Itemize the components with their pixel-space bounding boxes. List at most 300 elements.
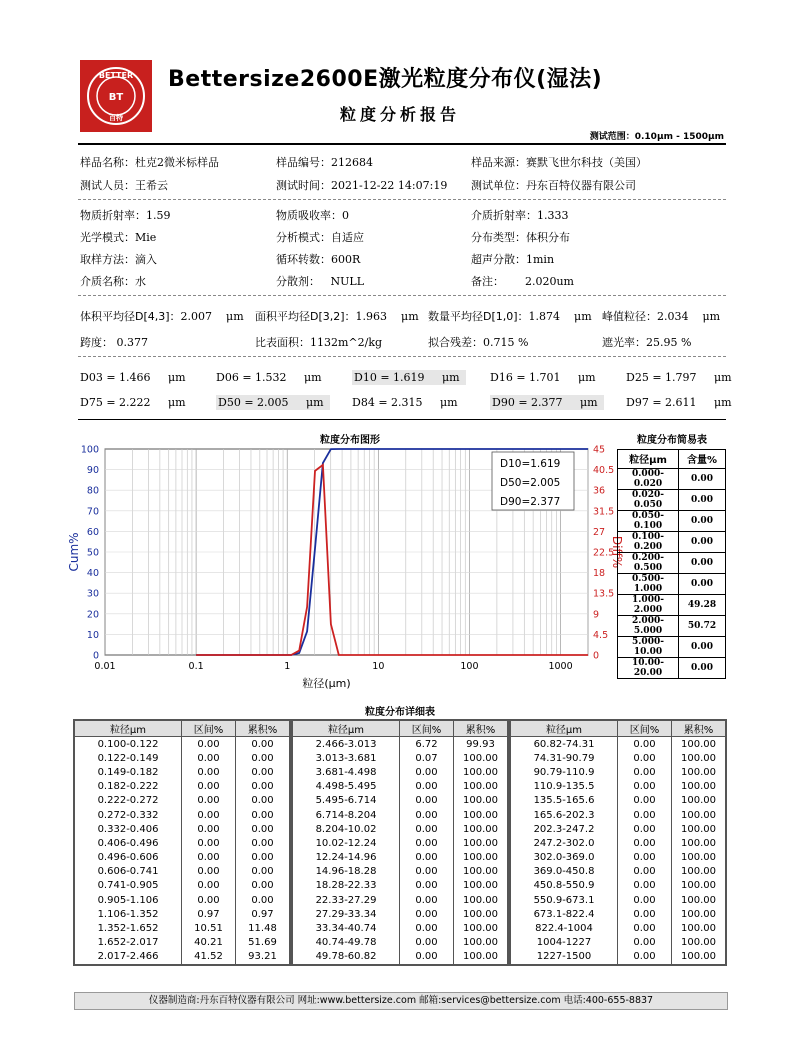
detail-cell: 0.122-0.149 <box>75 751 182 765</box>
test-unit-field: 测试单位：丹东百特仪器有限公司 <box>471 179 636 192</box>
simple-row <box>618 657 726 678</box>
detail-row <box>75 879 290 893</box>
detail-cell: 0.00 <box>618 780 672 794</box>
detail-row <box>293 822 508 836</box>
x-tick-label: 0.01 <box>94 661 116 672</box>
detail-cell: 0.00 <box>400 936 454 950</box>
detail-cell: 0.00 <box>400 921 454 935</box>
detail-cell: 100.00 <box>454 808 508 822</box>
d43-field: 体积平均径D[4,3]：2.007 μm <box>80 310 244 323</box>
right-tick-label: 18 <box>593 568 606 580</box>
detail-row <box>75 921 290 935</box>
simple-cell-content: 0.00 <box>679 573 726 594</box>
simple-cell-size: 1.000-2.000 <box>618 594 679 615</box>
detail-row <box>511 808 726 822</box>
pump-speed-field: 循环转数：600R <box>276 253 361 266</box>
detail-row <box>75 794 290 808</box>
detail-row <box>75 780 290 794</box>
detail-row <box>511 822 726 836</box>
detail-row <box>511 950 726 965</box>
detail-cell: 0.97 <box>236 907 290 921</box>
right-tick-label: 4.5 <box>593 629 609 641</box>
detail-row <box>75 751 290 765</box>
detail-cell: 0.00 <box>618 865 672 879</box>
detail-cell: 0.149-0.182 <box>75 765 182 779</box>
simple-cell-size: 10.00-20.00 <box>618 657 679 678</box>
divider <box>78 356 726 357</box>
specific-surface-field: 比表面积：1132m^2/kg <box>255 336 383 349</box>
detail-row <box>75 936 290 950</box>
detail-cell: 0.07 <box>400 751 454 765</box>
detail-cell: 0.00 <box>618 836 672 850</box>
detail-header: 粒径μm <box>75 721 182 737</box>
detail-cell: 10.51 <box>182 921 236 935</box>
d97-value: D97 = 2.611 μm <box>626 396 732 409</box>
detail-cell: 100.00 <box>454 879 508 893</box>
simple-row <box>618 468 726 489</box>
d10-value: D10 = 1.619 μm <box>352 371 466 384</box>
detail-cell: 673.1-822.4 <box>511 907 618 921</box>
divider <box>78 143 726 145</box>
detail-cell: 100.00 <box>672 907 726 921</box>
detail-cell: 0.00 <box>400 808 454 822</box>
detail-cell: 1.652-2.017 <box>75 936 182 950</box>
right-axis-label: Diff% <box>610 535 624 569</box>
detail-cell: 100.00 <box>672 851 726 865</box>
detail-row <box>293 879 508 893</box>
detail-cell: 0.00 <box>400 851 454 865</box>
detail-cell: 0.00 <box>182 794 236 808</box>
simple-cell-content: 0.00 <box>679 657 726 678</box>
report-subtitle: 粒度分析报告 <box>339 105 460 124</box>
detail-row <box>293 808 508 822</box>
simple-cell-size: 2.000-5.000 <box>618 615 679 636</box>
right-tick-label: 27 <box>593 526 606 538</box>
detail-cell: 100.00 <box>454 893 508 907</box>
note-field: 备注： 2.020um <box>471 275 574 288</box>
simple-cell-size: 0.050-0.100 <box>618 510 679 531</box>
detail-row <box>293 765 508 779</box>
x-axis-label: 粒径(μm) <box>302 677 351 690</box>
detail-cell: 40.74-49.78 <box>293 936 400 950</box>
detail-row <box>511 907 726 921</box>
detail-cell: 0.00 <box>236 808 290 822</box>
detail-header: 粒径μm <box>293 721 400 737</box>
detail-cell: 100.00 <box>672 950 726 965</box>
detail-cell: 100.00 <box>454 907 508 921</box>
detail-table-block <box>510 720 726 965</box>
detail-row <box>75 808 290 822</box>
left-tick-label: 30 <box>86 588 99 600</box>
x-tick-label: 100 <box>460 661 479 672</box>
detail-cell: 3.013-3.681 <box>293 751 400 765</box>
detail-cell: 0.182-0.222 <box>75 780 182 794</box>
distribution-chart <box>60 440 624 698</box>
divider <box>78 419 726 420</box>
detail-cell: 5.495-6.714 <box>293 794 400 808</box>
detail-cell: 6.714-8.204 <box>293 808 400 822</box>
detail-cell: 0.00 <box>400 950 454 965</box>
detail-cell: 14.96-18.28 <box>293 865 400 879</box>
detail-cell: 247.2-302.0 <box>511 836 618 850</box>
right-tick-label: 31.5 <box>593 506 615 518</box>
detail-row <box>293 794 508 808</box>
detail-header: 区间% <box>618 721 672 737</box>
detail-cell: 4.498-5.495 <box>293 780 400 794</box>
detail-cell: 0.00 <box>182 780 236 794</box>
detail-row <box>293 780 508 794</box>
detail-cell: 0.00 <box>236 822 290 836</box>
optical-mode-field: 光学模式：Mie <box>80 231 157 244</box>
detail-row <box>293 893 508 907</box>
simple-row <box>618 531 726 552</box>
detail-row <box>293 851 508 865</box>
detail-table-block <box>74 720 290 965</box>
detail-cell: 0.00 <box>236 879 290 893</box>
legend-entry: D90=2.377 <box>500 496 561 508</box>
detail-cell: 33.34-40.74 <box>293 921 400 935</box>
simple-cell-content: 49.28 <box>679 594 726 615</box>
detail-cell: 100.00 <box>672 936 726 950</box>
simple-row <box>618 510 726 531</box>
divider <box>78 295 726 296</box>
detail-header: 累积% <box>454 721 508 737</box>
dispersant-field: 分散剂： NULL <box>276 275 365 288</box>
detail-row <box>75 893 290 907</box>
detail-row <box>293 836 508 850</box>
detail-cell: 0.00 <box>182 808 236 822</box>
test-time-field: 测试时间：2021-12-22 14:07:19 <box>276 179 448 192</box>
simple-table <box>617 449 726 679</box>
detail-cell: 60.82-74.31 <box>511 737 618 752</box>
svg-text:百特: 百特 <box>109 114 123 122</box>
detail-row <box>511 879 726 893</box>
detail-cell: 0.00 <box>400 780 454 794</box>
simple-header-size: 粒径μm <box>618 450 679 469</box>
distribution-type-field: 分布类型：体积分布 <box>471 231 570 244</box>
detail-row <box>75 765 290 779</box>
detail-header: 区间% <box>182 721 236 737</box>
detail-table-block <box>292 720 508 965</box>
detail-cell: 100.00 <box>454 822 508 836</box>
right-tick-label: 45 <box>593 444 606 456</box>
detail-cell: 0.00 <box>236 865 290 879</box>
detail-cell: 0.905-1.106 <box>75 893 182 907</box>
detail-cell: 0.00 <box>400 907 454 921</box>
detail-cell: 0.00 <box>236 893 290 907</box>
detail-cell: 100.00 <box>454 765 508 779</box>
d03-value: D03 = 1.466 μm <box>80 371 186 384</box>
detail-cell: 100.00 <box>672 751 726 765</box>
detail-cell: 0.00 <box>182 893 236 907</box>
medium-name-field: 介质名称：水 <box>80 275 146 288</box>
detail-cell: 0.00 <box>618 851 672 865</box>
detail-cell: 110.9-135.5 <box>511 780 618 794</box>
detail-cell: 100.00 <box>454 950 508 965</box>
detail-cell: 822.4-1004 <box>511 921 618 935</box>
simple-row <box>618 594 726 615</box>
detail-cell: 0.00 <box>400 765 454 779</box>
simple-cell-size: 0.000-0.020 <box>618 468 679 489</box>
right-tick-label: 13.5 <box>593 588 615 600</box>
detail-cell: 100.00 <box>672 921 726 935</box>
detail-cell: 90.79-110.9 <box>511 765 618 779</box>
detail-cell: 100.00 <box>454 751 508 765</box>
detail-row <box>75 851 290 865</box>
detail-row <box>511 794 726 808</box>
detail-header: 区间% <box>400 721 454 737</box>
detail-row <box>511 865 726 879</box>
detail-row <box>293 737 508 752</box>
detail-row <box>293 751 508 765</box>
detail-row <box>293 921 508 935</box>
sample-name-field: 样品名称：杜克2微米标样品 <box>80 156 219 169</box>
chart-title: 粒度分布图形 <box>320 435 380 446</box>
right-tick-label: 36 <box>593 485 606 497</box>
detail-cell: 0.332-0.406 <box>75 822 182 836</box>
simple-cell-content: 0.00 <box>679 510 726 531</box>
detail-cell: 0.272-0.332 <box>75 808 182 822</box>
left-tick-label: 80 <box>86 485 99 497</box>
detail-cell: 99.93 <box>454 737 508 752</box>
detail-cell: 0.741-0.905 <box>75 879 182 893</box>
detail-cell: 0.00 <box>618 794 672 808</box>
detail-cell: 0.00 <box>400 865 454 879</box>
detail-cell: 22.33-27.29 <box>293 893 400 907</box>
detail-cell: 0.00 <box>182 765 236 779</box>
detail-cell: 40.21 <box>182 936 236 950</box>
divider <box>78 199 726 200</box>
detail-cell: 0.97 <box>182 907 236 921</box>
detail-cell: 1227-1500 <box>511 950 618 965</box>
detail-cell: 0.496-0.606 <box>75 851 182 865</box>
x-tick-label: 0.1 <box>188 661 204 672</box>
detail-cell: 6.72 <box>400 737 454 752</box>
absorption-field: 物质吸收率：0 <box>276 209 349 222</box>
ultrasonic-field: 超声分散：1min <box>471 253 555 266</box>
simple-cell-size: 5.000-10.00 <box>618 636 679 657</box>
detail-cell: 0.606-0.741 <box>75 865 182 879</box>
detail-header: 粒径μm <box>511 721 618 737</box>
right-tick-label: 9 <box>593 609 600 621</box>
detail-cell: 0.00 <box>236 794 290 808</box>
d84-value: D84 = 2.315 μm <box>352 396 458 409</box>
detail-cell: 0.100-0.122 <box>75 737 182 752</box>
detail-row <box>511 936 726 950</box>
detail-cell: 0.406-0.496 <box>75 836 182 850</box>
detail-cell: 10.02-12.24 <box>293 836 400 850</box>
detail-row <box>511 780 726 794</box>
detail-cell: 0.00 <box>400 794 454 808</box>
detail-cell: 0.00 <box>618 751 672 765</box>
detail-cell: 49.78-60.82 <box>293 950 400 965</box>
detail-row <box>511 765 726 779</box>
detail-row <box>293 907 508 921</box>
detail-cell: 135.5-165.6 <box>511 794 618 808</box>
detail-row <box>511 851 726 865</box>
detail-cell: 100.00 <box>672 780 726 794</box>
detail-cell: 11.48 <box>236 921 290 935</box>
detail-cell: 100.00 <box>672 822 726 836</box>
simple-row <box>618 573 726 594</box>
simple-cell-size: 0.100-0.200 <box>618 531 679 552</box>
x-tick-label: 1000 <box>548 661 573 672</box>
simple-cell-content: 0.00 <box>679 636 726 657</box>
detail-cell: 0.00 <box>618 765 672 779</box>
detail-cell: 450.8-550.9 <box>511 879 618 893</box>
detail-row <box>75 907 290 921</box>
simple-cell-content: 0.00 <box>679 468 726 489</box>
detail-cell: 165.6-202.3 <box>511 808 618 822</box>
sampling-method-field: 取样方法：滴入 <box>80 253 157 266</box>
detail-cell: 0.00 <box>182 751 236 765</box>
detail-cell: 0.00 <box>182 851 236 865</box>
detail-cell: 0.00 <box>236 765 290 779</box>
detail-cell: 550.9-673.1 <box>511 893 618 907</box>
logo-text: BETTER <box>98 71 134 80</box>
simple-cell-size: 0.200-0.500 <box>618 552 679 573</box>
simple-cell-content: 0.00 <box>679 552 726 573</box>
medium-ri-field: 介质折射率：1.333 <box>471 209 569 222</box>
detail-cell: 18.28-22.33 <box>293 879 400 893</box>
logo-inner: BT <box>108 92 124 103</box>
legend-entry: D10=1.619 <box>500 458 561 470</box>
left-tick-label: 50 <box>86 547 99 559</box>
detail-cell: 100.00 <box>454 865 508 879</box>
refractive-index-field: 物质折射率：1.59 <box>80 209 171 222</box>
detail-row <box>75 836 290 850</box>
d75-value: D75 = 2.222 μm <box>80 396 186 409</box>
detail-cell: 0.00 <box>182 836 236 850</box>
d06-value: D06 = 1.532 μm <box>216 371 322 384</box>
detail-header: 累积% <box>672 721 726 737</box>
detail-cell: 8.204-10.02 <box>293 822 400 836</box>
d16-value: D16 = 1.701 μm <box>490 371 596 384</box>
detail-cell: 369.0-450.8 <box>511 865 618 879</box>
left-tick-label: 60 <box>86 526 99 538</box>
left-tick-label: 20 <box>86 609 99 621</box>
detail-cell: 100.00 <box>672 794 726 808</box>
simple-row <box>618 615 726 636</box>
detail-cell: 3.681-4.498 <box>293 765 400 779</box>
obscuration-field: 遮光率：25.95 % <box>602 336 692 349</box>
detail-cell: 0.00 <box>618 822 672 836</box>
legend-entry: D50=2.005 <box>500 477 561 489</box>
sample-source-field: 样品来源：赛默飞世尔科技（美国） <box>471 156 647 169</box>
detail-cell: 1.352-1.652 <box>75 921 182 935</box>
detail-cell: 0.00 <box>182 865 236 879</box>
detail-row <box>293 936 508 950</box>
detail-cell: 0.00 <box>618 936 672 950</box>
left-axis-label: Cum% <box>67 532 81 572</box>
test-range: 测试范围：0.10μm - 1500μm <box>589 132 724 142</box>
detail-header: 累积% <box>236 721 290 737</box>
fit-residual-field: 拟合残差：0.715 % <box>428 336 529 349</box>
detail-cell: 0.00 <box>618 907 672 921</box>
detail-cell: 100.00 <box>454 851 508 865</box>
detail-row <box>511 737 726 752</box>
detail-cell: 93.21 <box>236 950 290 965</box>
detail-table-title: 粒度分布详细表 <box>365 707 435 718</box>
simple-row <box>618 552 726 573</box>
detail-cell: 100.00 <box>672 836 726 850</box>
report-title: Bettersize2600E激光粒度分布仪(湿法) <box>168 67 603 92</box>
detail-row <box>511 836 726 850</box>
simple-row <box>618 489 726 510</box>
detail-cell: 0.00 <box>618 893 672 907</box>
detail-cell: 0.222-0.272 <box>75 794 182 808</box>
x-tick-label: 10 <box>372 661 385 672</box>
right-tick-label: 22.5 <box>593 547 615 559</box>
d10-number-field: 数量平均径D[1,0]：1.874 μm <box>428 310 592 323</box>
detail-row <box>75 865 290 879</box>
detail-row <box>511 751 726 765</box>
detail-cell: 0.00 <box>182 822 236 836</box>
simple-header-content: 含量% <box>679 450 726 469</box>
detail-row <box>75 950 290 965</box>
d25-value: D25 = 1.797 μm <box>626 371 732 384</box>
detail-cell: 302.0-369.0 <box>511 851 618 865</box>
detail-cell: 0.00 <box>618 737 672 752</box>
d50-value: D50 = 2.005 μm <box>216 396 330 409</box>
detail-cell: 100.00 <box>672 893 726 907</box>
detail-row <box>75 822 290 836</box>
detail-cell: 0.00 <box>236 780 290 794</box>
right-tick-label: 40.5 <box>593 465 615 477</box>
simple-row <box>618 636 726 657</box>
peak-size-field: 峰值粒径：2.034 μm <box>602 310 721 323</box>
detail-cell: 100.00 <box>454 921 508 935</box>
detail-cell: 1.106-1.352 <box>75 907 182 921</box>
left-tick-label: 70 <box>86 506 99 518</box>
detail-cell: 100.00 <box>672 808 726 822</box>
detail-cell: 100.00 <box>672 737 726 752</box>
detail-cell: 100.00 <box>672 865 726 879</box>
footer: 仪器制造商:丹东百特仪器有限公司 网址:www.bettersize.com 邮箱:services@bettersize.com 电话:400-655-8837 <box>74 992 728 1010</box>
left-tick-label: 0 <box>92 650 99 662</box>
detail-cell: 202.3-247.2 <box>511 822 618 836</box>
detail-cell: 0.00 <box>400 879 454 893</box>
detail-cell: 0.00 <box>618 808 672 822</box>
detail-row <box>293 865 508 879</box>
detail-cell: 0.00 <box>400 822 454 836</box>
sample-id-field: 样品编号：212684 <box>276 156 373 169</box>
detail-cell: 41.52 <box>182 950 236 965</box>
span-field: 跨度： 0.377 <box>80 336 148 349</box>
detail-cell: 0.00 <box>182 737 236 752</box>
detail-cell: 0.00 <box>182 879 236 893</box>
detail-cell: 100.00 <box>454 780 508 794</box>
detail-cell: 100.00 <box>454 836 508 850</box>
detail-cell: 1004-1227 <box>511 936 618 950</box>
analysis-mode-field: 分析模式：自适应 <box>276 231 364 244</box>
detail-cell: 0.00 <box>236 737 290 752</box>
detail-cell: 100.00 <box>454 794 508 808</box>
detail-cell: 0.00 <box>618 921 672 935</box>
detail-cell: 12.24-14.96 <box>293 851 400 865</box>
detail-cell: 2.466-3.013 <box>293 737 400 752</box>
detail-cell: 0.00 <box>618 950 672 965</box>
detail-row <box>511 893 726 907</box>
d90-value: D90 = 2.377 μm <box>490 396 604 409</box>
simple-cell-size: 0.500-1.000 <box>618 573 679 594</box>
detail-cell: 100.00 <box>672 879 726 893</box>
detail-cell: 2.017-2.466 <box>75 950 182 965</box>
detail-cell: 100.00 <box>672 765 726 779</box>
detail-cell: 0.00 <box>400 893 454 907</box>
detail-cell: 27.29-33.34 <box>293 907 400 921</box>
right-tick-label: 0 <box>593 650 600 662</box>
